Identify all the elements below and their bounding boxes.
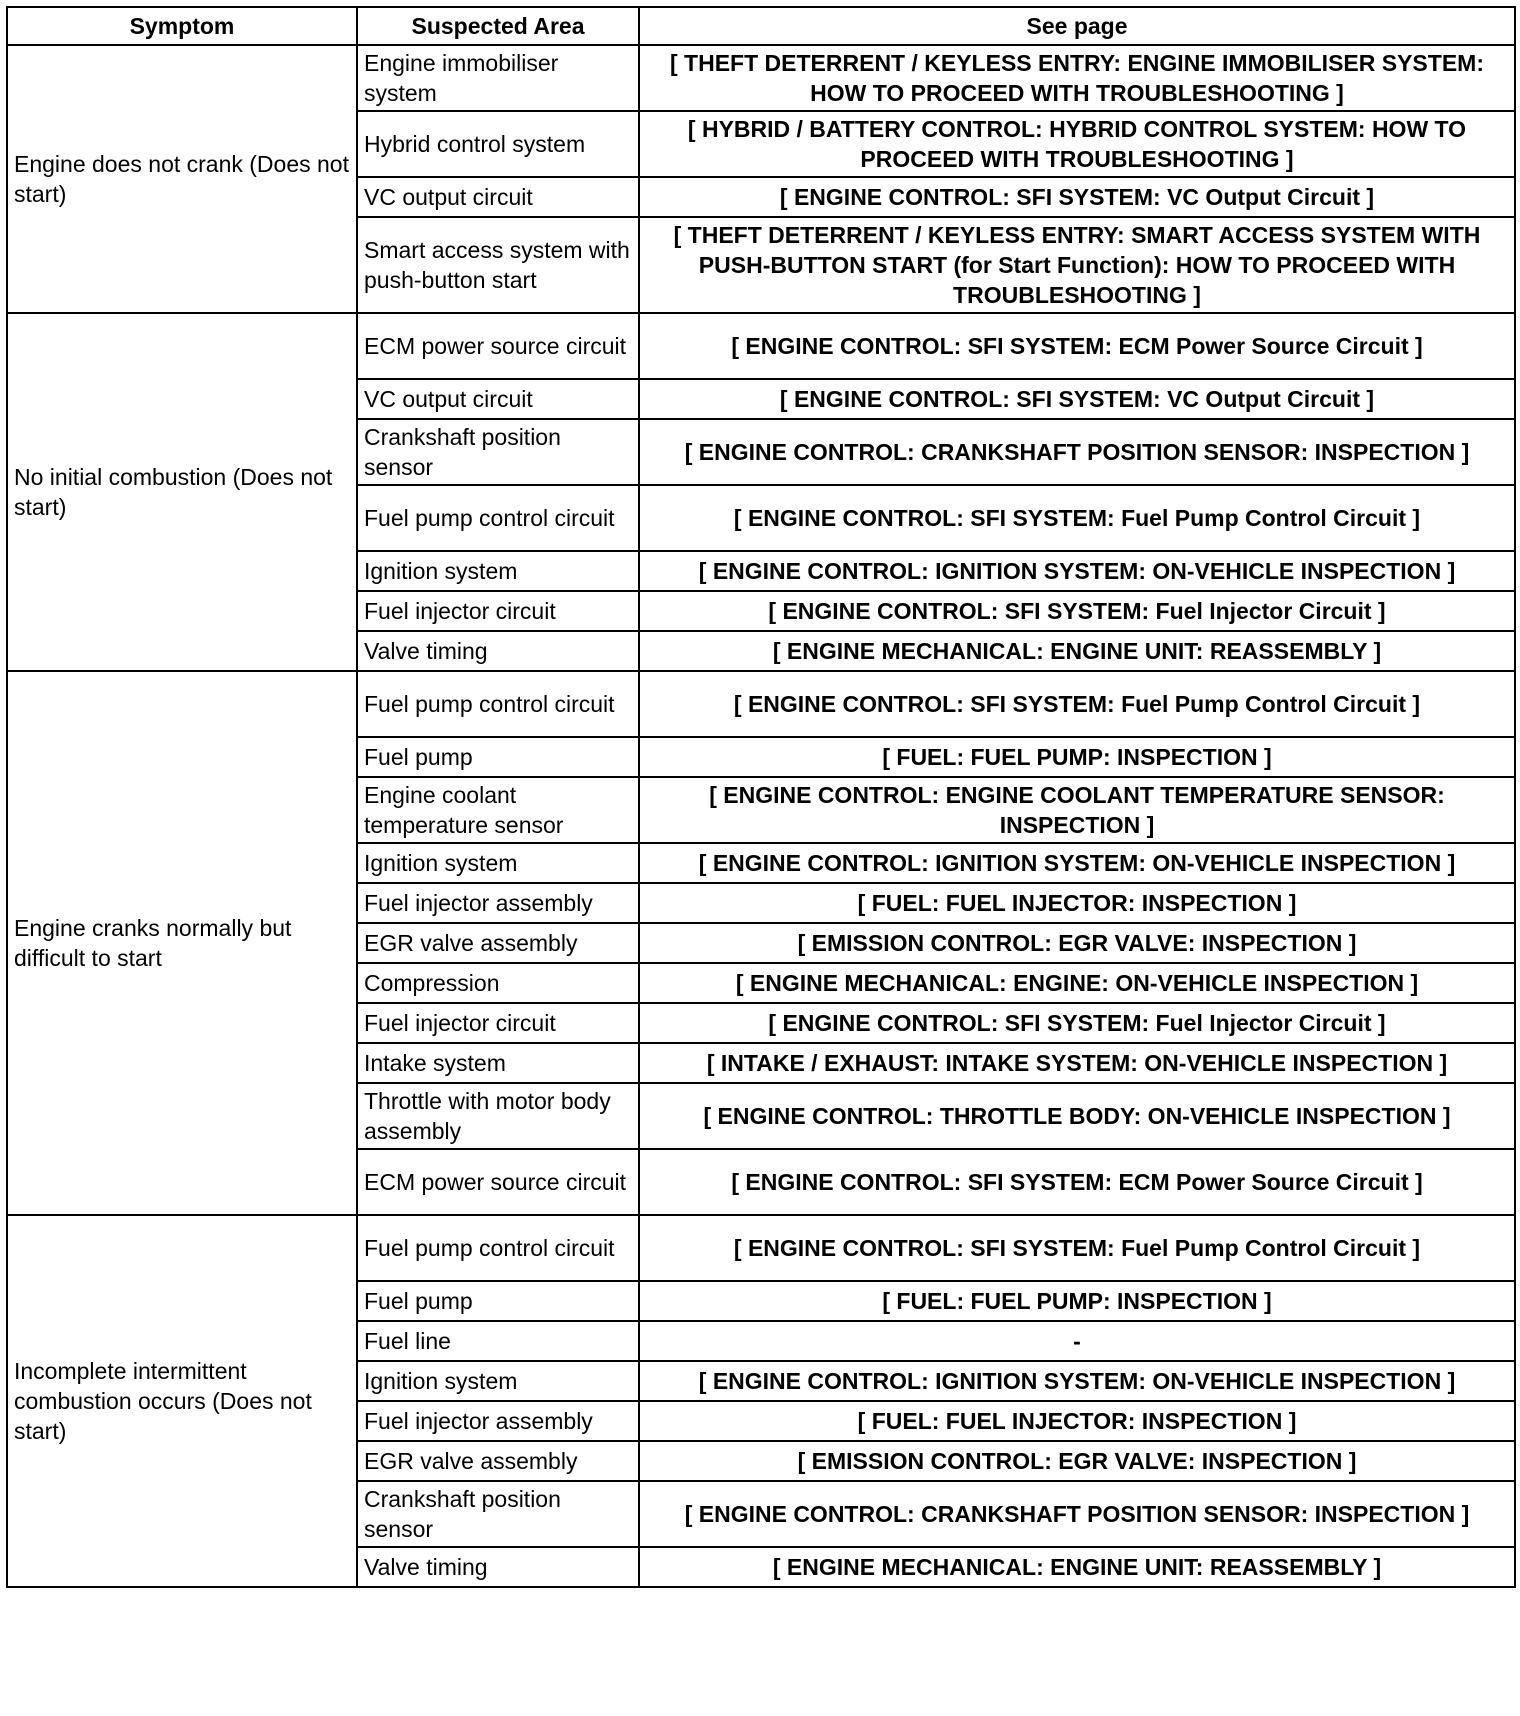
see-page-cell: [ HYBRID / BATTERY CONTROL: HYBRID CONTROL SYSTEM: HOW TO PROCEED WITH TROUBLESHOOTING ]: [639, 111, 1515, 177]
suspected-area-cell: Ignition system: [357, 1361, 639, 1401]
see-page-cell: [ EMISSION CONTROL: EGR VALVE: INSPECTION ]: [639, 923, 1515, 963]
table-row: [7, 1215, 1515, 1281]
symptom-cell: Incomplete intermittent combustion occurs (Does not start): [7, 1215, 357, 1587]
see-page-cell: [ EMISSION CONTROL: EGR VALVE: INSPECTION ]: [639, 1441, 1515, 1481]
suspected-area-cell: Ignition system: [357, 551, 639, 591]
see-page-cell: [ FUEL: FUEL PUMP: INSPECTION ]: [639, 737, 1515, 777]
see-page-cell: [ ENGINE CONTROL: IGNITION SYSTEM: ON-VEHICLE INSPECTION ]: [639, 843, 1515, 883]
see-page-cell: [ ENGINE CONTROL: CRANKSHAFT POSITION SENSOR: INSPECTION ]: [639, 419, 1515, 485]
see-page-cell: [ ENGINE CONTROL: SFI SYSTEM: Fuel Pump Control Circuit ]: [639, 671, 1515, 737]
see-page-cell: [ ENGINE CONTROL: THROTTLE BODY: ON-VEHICLE INSPECTION ]: [639, 1083, 1515, 1149]
see-page-cell: [ ENGINE CONTROL: SFI SYSTEM: VC Output Circuit ]: [639, 379, 1515, 419]
see-page-cell: [ ENGINE CONTROL: SFI SYSTEM: Fuel Injector Circuit ]: [639, 1003, 1515, 1043]
suspected-area-cell: Fuel pump: [357, 737, 639, 777]
suspected-area-cell: Valve timing: [357, 1547, 639, 1587]
suspected-area-cell: Intake system: [357, 1043, 639, 1083]
see-page-cell: [ ENGINE CONTROL: ENGINE COOLANT TEMPERATURE SENSOR: INSPECTION ]: [639, 777, 1515, 843]
see-page-cell: [ FUEL: FUEL PUMP: INSPECTION ]: [639, 1281, 1515, 1321]
see-page-cell: [ ENGINE CONTROL: SFI SYSTEM: Fuel Pump Control Circuit ]: [639, 1215, 1515, 1281]
see-page-cell: [ INTAKE / EXHAUST: INTAKE SYSTEM: ON-VEHICLE INSPECTION ]: [639, 1043, 1515, 1083]
suspected-area-cell: VC output circuit: [357, 379, 639, 419]
suspected-area-cell: Fuel injector circuit: [357, 591, 639, 631]
header-symptom: Symptom: [7, 7, 357, 45]
table-row: [7, 45, 1515, 111]
suspected-area-cell: Crankshaft position sensor: [357, 419, 639, 485]
suspected-area-cell: VC output circuit: [357, 177, 639, 217]
see-page-cell: [ ENGINE MECHANICAL: ENGINE UNIT: REASSEMBLY ]: [639, 1547, 1515, 1587]
see-page-cell: [ ENGINE MECHANICAL: ENGINE: ON-VEHICLE INSPECTION ]: [639, 963, 1515, 1003]
suspected-area-cell: Fuel line: [357, 1321, 639, 1361]
suspected-area-cell: Engine coolant temperature sensor: [357, 777, 639, 843]
see-page-cell: [ ENGINE CONTROL: SFI SYSTEM: Fuel Pump Control Circuit ]: [639, 485, 1515, 551]
suspected-area-cell: Fuel pump control circuit: [357, 1215, 639, 1281]
suspected-area-cell: Fuel injector assembly: [357, 1401, 639, 1441]
troubleshooting-table-container: [6, 6, 1514, 1588]
troubleshooting-table: [6, 6, 1516, 1588]
see-page-cell: [ THEFT DETERRENT / KEYLESS ENTRY: SMART ACCESS SYSTEM WITH PUSH-BUTTON START (for Start Function): HOW TO PROCEED WITH TROUBLESHOOTING ]: [639, 217, 1515, 313]
suspected-area-cell: Crankshaft position sensor: [357, 1481, 639, 1547]
see-page-cell: [ FUEL: FUEL INJECTOR: INSPECTION ]: [639, 1401, 1515, 1441]
see-page-cell: [ THEFT DETERRENT / KEYLESS ENTRY: ENGINE IMMOBILISER SYSTEM: HOW TO PROCEED WITH TROUBLESHOOTING ]: [639, 45, 1515, 111]
suspected-area-cell: ECM power source circuit: [357, 1149, 639, 1215]
suspected-area-cell: Fuel injector circuit: [357, 1003, 639, 1043]
suspected-area-cell: EGR valve assembly: [357, 1441, 639, 1481]
suspected-area-cell: Hybrid control system: [357, 111, 639, 177]
see-page-cell: -: [639, 1321, 1515, 1361]
suspected-area-cell: Fuel pump control circuit: [357, 671, 639, 737]
see-page-cell: [ ENGINE CONTROL: IGNITION SYSTEM: ON-VEHICLE INSPECTION ]: [639, 1361, 1515, 1401]
table-row: [7, 671, 1515, 737]
suspected-area-cell: EGR valve assembly: [357, 923, 639, 963]
suspected-area-cell: Fuel pump control circuit: [357, 485, 639, 551]
see-page-cell: [ ENGINE CONTROL: SFI SYSTEM: ECM Power Source Circuit ]: [639, 1149, 1515, 1215]
header-row: [7, 7, 1515, 45]
table-body: [7, 45, 1515, 1587]
suspected-area-cell: Engine immobiliser system: [357, 45, 639, 111]
suspected-area-cell: Fuel injector assembly: [357, 883, 639, 923]
symptom-cell: Engine does not crank (Does not start): [7, 45, 357, 313]
suspected-area-cell: ECM power source circuit: [357, 313, 639, 379]
suspected-area-cell: Ignition system: [357, 843, 639, 883]
see-page-cell: [ ENGINE CONTROL: SFI SYSTEM: Fuel Injector Circuit ]: [639, 591, 1515, 631]
suspected-area-cell: Valve timing: [357, 631, 639, 671]
header-see-page: See page: [639, 7, 1515, 45]
suspected-area-cell: Throttle with motor body assembly: [357, 1083, 639, 1149]
see-page-cell: [ ENGINE MECHANICAL: ENGINE UNIT: REASSEMBLY ]: [639, 631, 1515, 671]
see-page-cell: [ ENGINE CONTROL: SFI SYSTEM: VC Output Circuit ]: [639, 177, 1515, 217]
header-suspected-area: Suspected Area: [357, 7, 639, 45]
suspected-area-cell: Fuel pump: [357, 1281, 639, 1321]
see-page-cell: [ ENGINE CONTROL: CRANKSHAFT POSITION SENSOR: INSPECTION ]: [639, 1481, 1515, 1547]
see-page-cell: [ FUEL: FUEL INJECTOR: INSPECTION ]: [639, 883, 1515, 923]
see-page-cell: [ ENGINE CONTROL: SFI SYSTEM: ECM Power Source Circuit ]: [639, 313, 1515, 379]
symptom-cell: Engine cranks normally but difficult to start: [7, 671, 357, 1215]
table-row: [7, 313, 1515, 379]
suspected-area-cell: Compression: [357, 963, 639, 1003]
symptom-cell: No initial combustion (Does not start): [7, 313, 357, 671]
suspected-area-cell: Smart access system with push-button start: [357, 217, 639, 313]
see-page-cell: [ ENGINE CONTROL: IGNITION SYSTEM: ON-VEHICLE INSPECTION ]: [639, 551, 1515, 591]
